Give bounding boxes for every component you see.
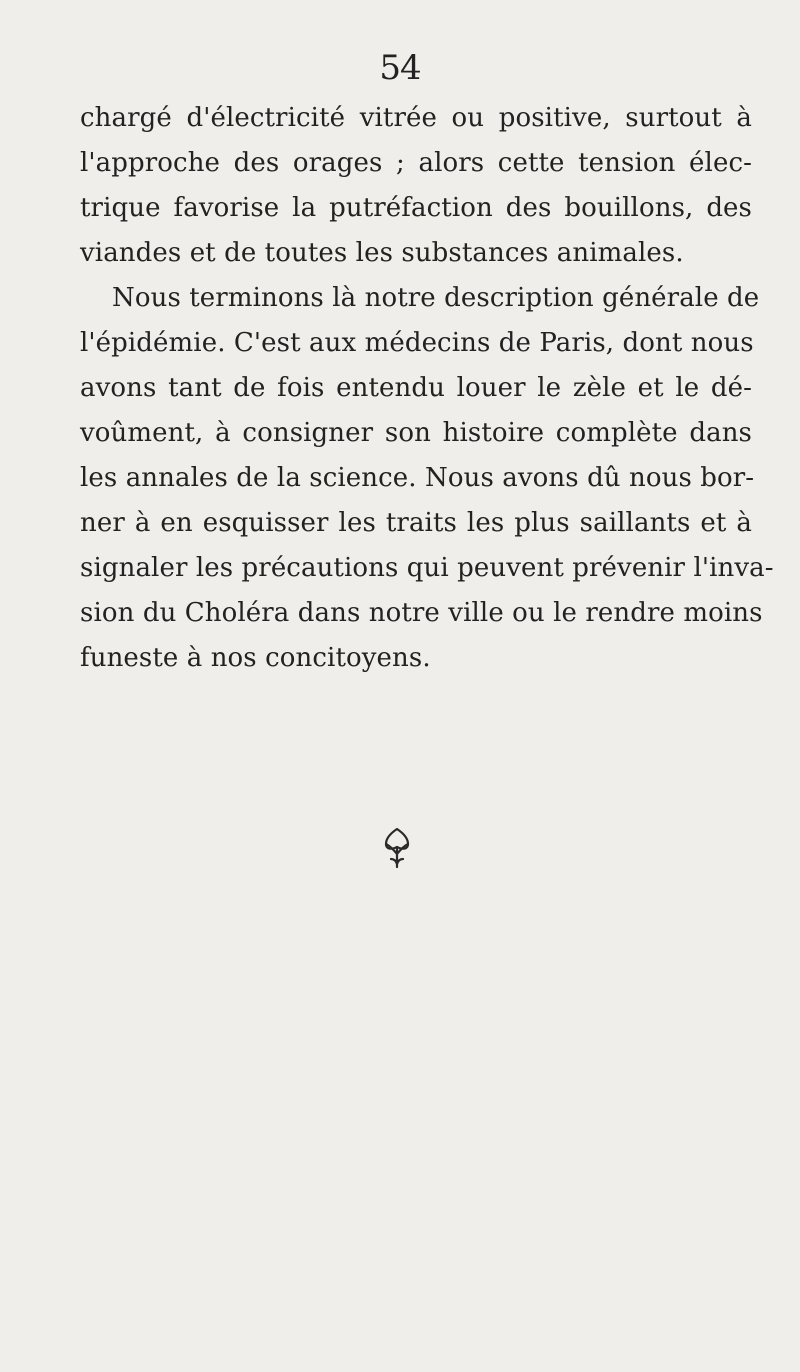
text-line: voûment, à consigner son histoire complète dans xyxy=(80,418,752,448)
page-number: 54 xyxy=(379,48,421,88)
text-line: sion du Choléra dans notre ville ou le rendre moins xyxy=(80,598,763,628)
text-line: viandes et de toutes les substances animales. xyxy=(80,238,684,268)
text-line: l'approche des orages ; alors cette tension élec- xyxy=(80,148,752,178)
text-line: avons tant de fois entendu louer le zèle et le dé- xyxy=(80,373,752,403)
text-line: Nous terminons là notre description générale de xyxy=(112,283,760,313)
text-line: chargé d'électricité vitrée ou positive, surtout à xyxy=(80,103,752,133)
text-line: trique favorise la putréfaction des bouillons, des xyxy=(80,193,752,223)
body-text xyxy=(80,96,774,681)
fleuron-icon xyxy=(382,826,412,870)
text-line: signaler les précautions qui peuvent prévenir l'inva- xyxy=(80,553,774,583)
text-line: funeste à nos concitoyens. xyxy=(80,643,431,673)
text-line: ner à en esquisser les traits les plus saillants et à xyxy=(80,508,752,538)
text-line: l'épidémie. C'est aux médecins de Paris, dont nous xyxy=(80,328,754,358)
text-line: les annales de la science. Nous avons dû nous bor- xyxy=(80,463,755,493)
